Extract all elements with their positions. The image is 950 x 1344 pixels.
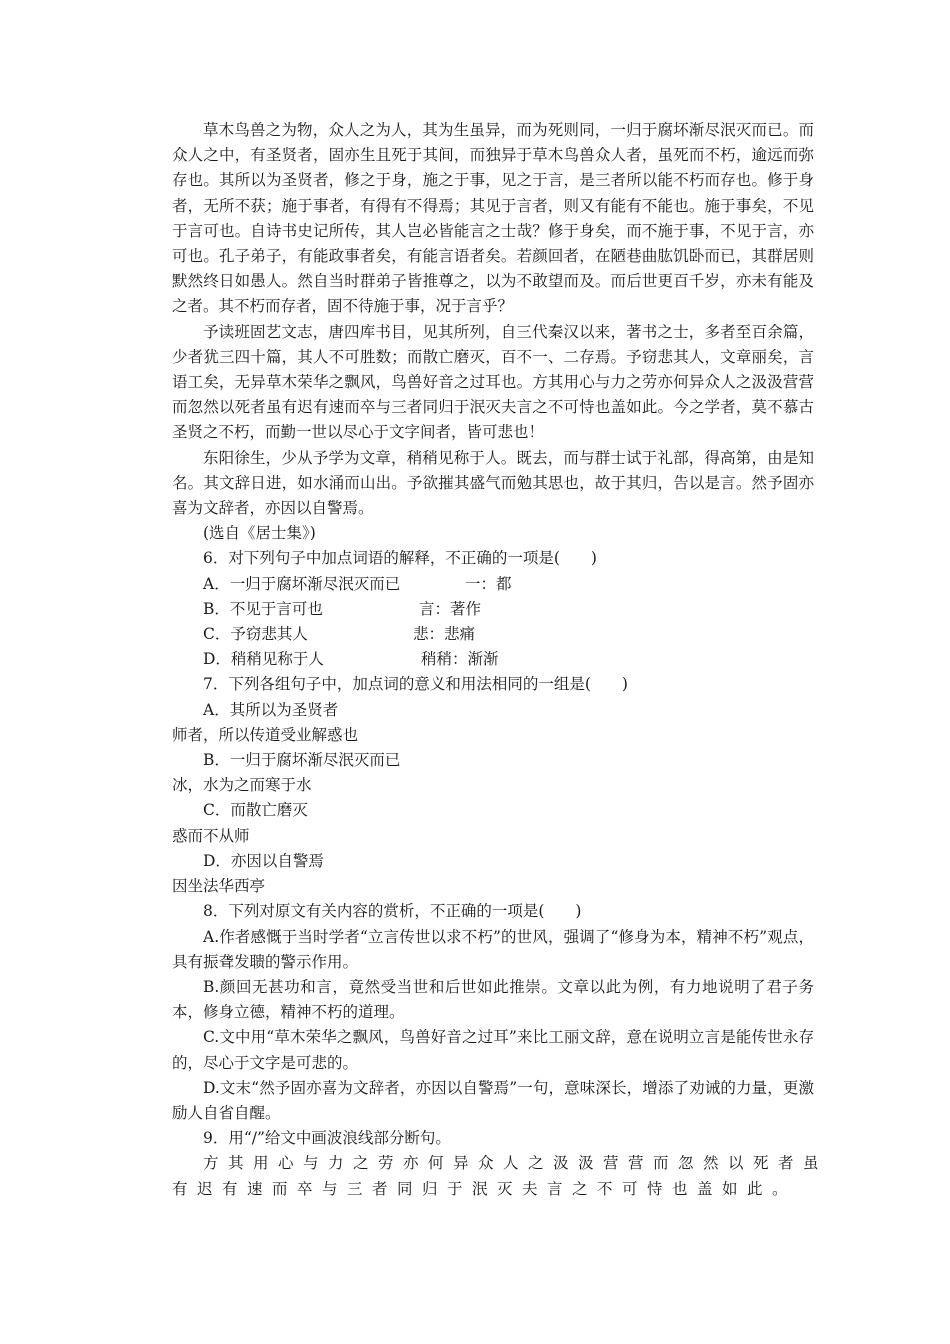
question-7-option-d-pair: 因坐法华西亭 — [172, 877, 266, 896]
question-7-option-a-pair: 师者，所以传道受业解惑也 — [172, 725, 359, 744]
option-gloss: 言：著作 — [419, 599, 482, 618]
passage-paragraph-2: 予读班固艺文志，唐四库书目，见其所列，自三代秦汉以来，著书之士，多者至百余篇，少者犹三四十篇，其人不可胜数；而散亡磨灭，百不一、二存焉。予窃悲其人，文章丽矣，言语工矣，无异草木荣华之飘风，鸟兽好音之过耳也。方其用心与力之劳亦何异众人之汲汲营营而忽然以死者虽有迟有速而卒与三者同归于泯灭夫言之不可恃也盖如此。今之学者，莫不慕古圣贤之不朽，而勤一世以尽心于文字间者，皆可悲也！ — [172, 322, 814, 442]
question-9-stem: 9．用“/”给文中画波浪线部分断句。 — [203, 1129, 451, 1148]
option-text: C．予窃悲其人 — [203, 625, 308, 644]
question-8-option-b: B.颜回无甚功和言，竟然受当世和后世如此推崇。文章以此为例，有力地说明了君子务本，修身立德，精神不朽的道理。 — [172, 977, 814, 1022]
question-6-option-b — [172, 597, 814, 622]
passage-paragraph-1: 草木鸟兽之为物，众人之为人，其为生虽异，而为死则同，一归于腐坏渐尽泯灭而已。而众人之中，有圣贤者，固亦生且死于其间，而独异于草木鸟兽众人者，虽死而不朽，逾远而弥存也。其所以为圣贤者，修之于身，施之于事，见之于言，是三者所以能不朽而存也。修于身者，无所不获；施于事者，有得有不得焉；其见于言者，则又有能有不能也。施于事矣，不见于言可也。自诗书史记所传，其人岂必皆能言之士哉？修于身矣，而不施于事，不见于言，亦可也。孔子弟子，有能政事者矣，有能言语者矣。若颜回者，在陋巷曲肱饥卧而已，其群居则默然终日如愚人。然自当时群弟子皆推尊之，以为不敢望而及。而后世更百千岁，亦未有能及之者。其不朽而存者，固不待施于事，况于言乎？ — [172, 121, 814, 316]
passage-paragraph-3: 东阳徐生，少从予学为文章，稍稍见称于人。既去，而与群士试于礼部，得高第，由是知名。其文辞日进，如水涌而山出。予欲摧其盛气而勉其思也，故于其归，告以是言。然予固亦喜为文辞者，亦因以自警焉。 — [172, 448, 814, 518]
question-9-text-line-1: 方其用心与力之劳亦何异众人之汲汲营营而忽然以死者虽 — [203, 1154, 829, 1173]
question-7-option-b: B．一归于腐坏渐尽泯灭而已 — [203, 751, 401, 770]
question-6-stem: 6．对下列句子中加点词语的解释，不正确的一项是( ) — [203, 549, 597, 568]
question-7-option-a: A．其所以为圣贤者 — [203, 700, 339, 719]
question-6-option-d — [172, 647, 814, 672]
question-8-option-a: A.作者感慨于当时学者“立言传世以求不朽”的世风，强调了“修身为本，精神不朽”观点，具有振聋发聩的警示作用。 — [172, 927, 814, 971]
question-8-option-c: C.文中用“草木荣华之飘风，鸟兽好音之过耳”来比工丽文辞，意在说明立言是能传世永存的，尽心于文字是可悲的。 — [172, 1028, 814, 1072]
option-text: A．一归于腐坏渐尽泯灭而已 — [203, 574, 401, 593]
option-text: D．稍稍见称于人 — [203, 650, 324, 669]
question-6-option-c — [172, 622, 814, 647]
option-gloss: 稍稍：渐渐 — [421, 650, 499, 669]
question-7-option-d: D．亦因以自警焉 — [203, 851, 324, 870]
question-6-option-a — [172, 572, 814, 597]
question-8-stem: 8．下列对原文有关内容的赏析，不正确的一项是( ) — [203, 902, 582, 921]
question-8-option-d: D.文末“然予固亦喜为文辞者，亦因以自警焉”一句，意味深长，增添了劝诫的力量，更激励人自省自醒。 — [172, 1078, 814, 1122]
option-gloss: 一：都 — [465, 574, 512, 593]
question-7-option-c: C．而散亡磨灭 — [203, 801, 308, 820]
document-page — [172, 118, 829, 1202]
option-gloss: 悲：悲痛 — [413, 625, 476, 644]
passage-source: (选自《居士集》) — [203, 524, 316, 543]
question-9-text-line-2: 有迟有速而卒与三者同归于泯灭夫言之不可恃也盖如此。 — [172, 1179, 798, 1198]
option-text: B．不见于言可也 — [203, 599, 323, 618]
question-7-option-b-pair: 冰，水为之而寒于水 — [172, 776, 312, 795]
question-7-stem: 7．下列各组句子中，加点词的意义和用法相同的一组是( ) — [203, 675, 628, 694]
question-7-option-c-pair: 惑而不从师 — [172, 826, 250, 845]
